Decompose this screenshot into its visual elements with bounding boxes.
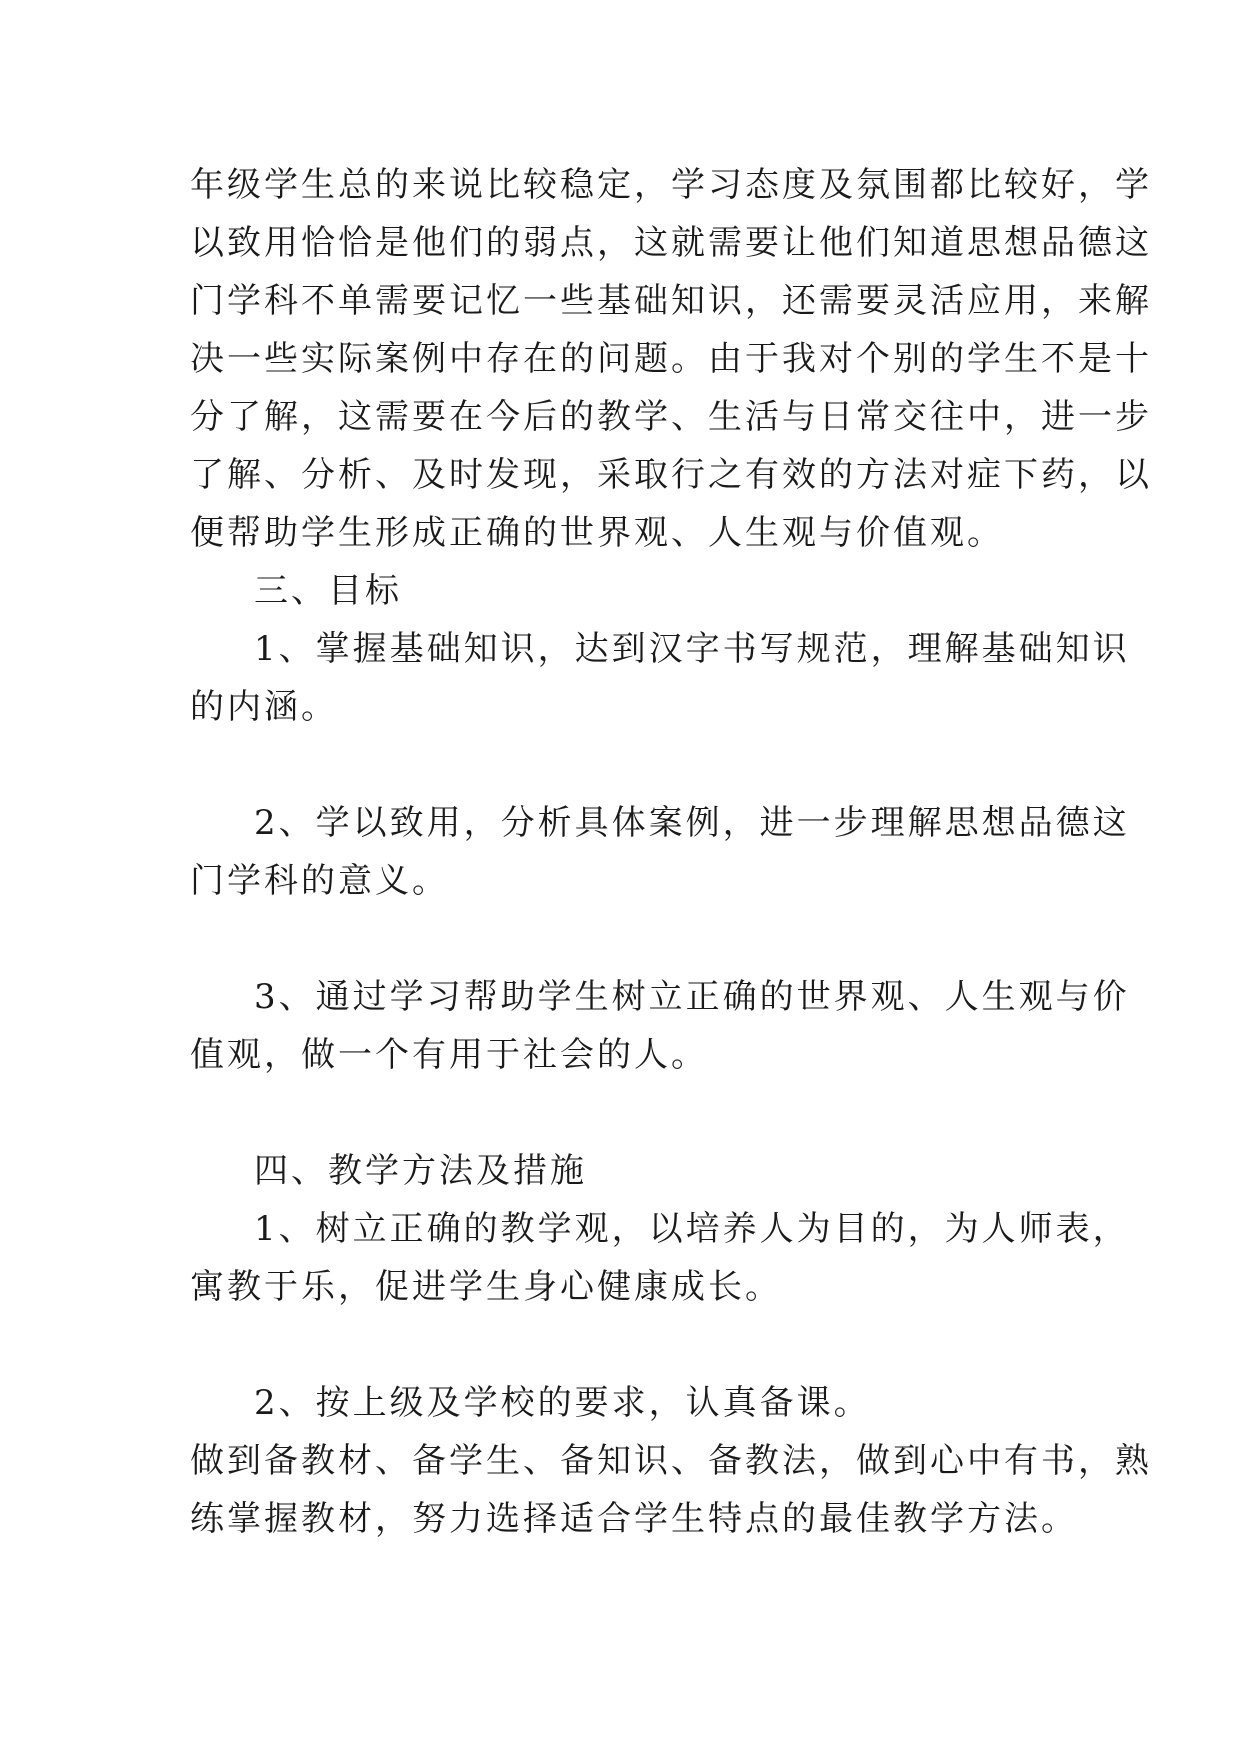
method-item-2-detail-continuation: 练掌握教材，努力选择适合学生特点的最佳教学方法。 xyxy=(190,1499,1078,1539)
paragraph-line: 决一些实际案例中存在的问题。由于我对个别的学生不是十 xyxy=(190,339,1152,379)
method-item-2-detail: 做到备教材、备学生、备知识、备教法，做到心中有书，熟 xyxy=(190,1441,1152,1481)
paragraph-line: 年级学生总的来说比较稳定，学习态度及氛围都比较好，学 xyxy=(190,165,1152,205)
paragraph-line: 门学科不单需要记忆一些基础知识，还需要灵活应用，来解 xyxy=(190,281,1152,321)
method-item-2: 2、按上级及学校的要求，认真备课。 xyxy=(254,1383,871,1423)
goal-item-3: 3、通过学习帮助学生树立正确的世界观、人生观与价 xyxy=(254,977,1130,1017)
goal-item-3-continuation: 值观，做一个有用于社会的人。 xyxy=(190,1035,708,1075)
section-heading-methods: 四、教学方法及措施 xyxy=(254,1151,587,1191)
method-item-1: 1、树立正确的教学观，以培养人为目的，为人师表， xyxy=(254,1209,1130,1249)
method-item-1-continuation: 寓教于乐，促进学生身心健康成长。 xyxy=(190,1267,782,1307)
goal-item-2-continuation: 门学科的意义。 xyxy=(190,861,449,901)
goal-item-2: 2、学以致用，分析具体案例，进一步理解思想品德这 xyxy=(254,803,1130,843)
paragraph-line: 便帮助学生形成正确的世界观、人生观与价值观。 xyxy=(190,513,1004,553)
goal-item-1: 1、掌握基础知识，达到汉字书写规范，理解基础知识 xyxy=(254,629,1130,669)
paragraph-line: 分了解，这需要在今后的教学、生活与日常交往中，进一步 xyxy=(190,397,1152,437)
paragraph-line: 了解、分析、及时发现，采取行之有效的方法对症下药，以 xyxy=(190,455,1152,495)
goal-item-1-continuation: 的内涵。 xyxy=(190,687,338,727)
section-heading-goals: 三、目标 xyxy=(254,571,402,611)
paragraph-line: 以致用恰恰是他们的弱点，这就需要让他们知道思想品德这 xyxy=(190,223,1152,263)
